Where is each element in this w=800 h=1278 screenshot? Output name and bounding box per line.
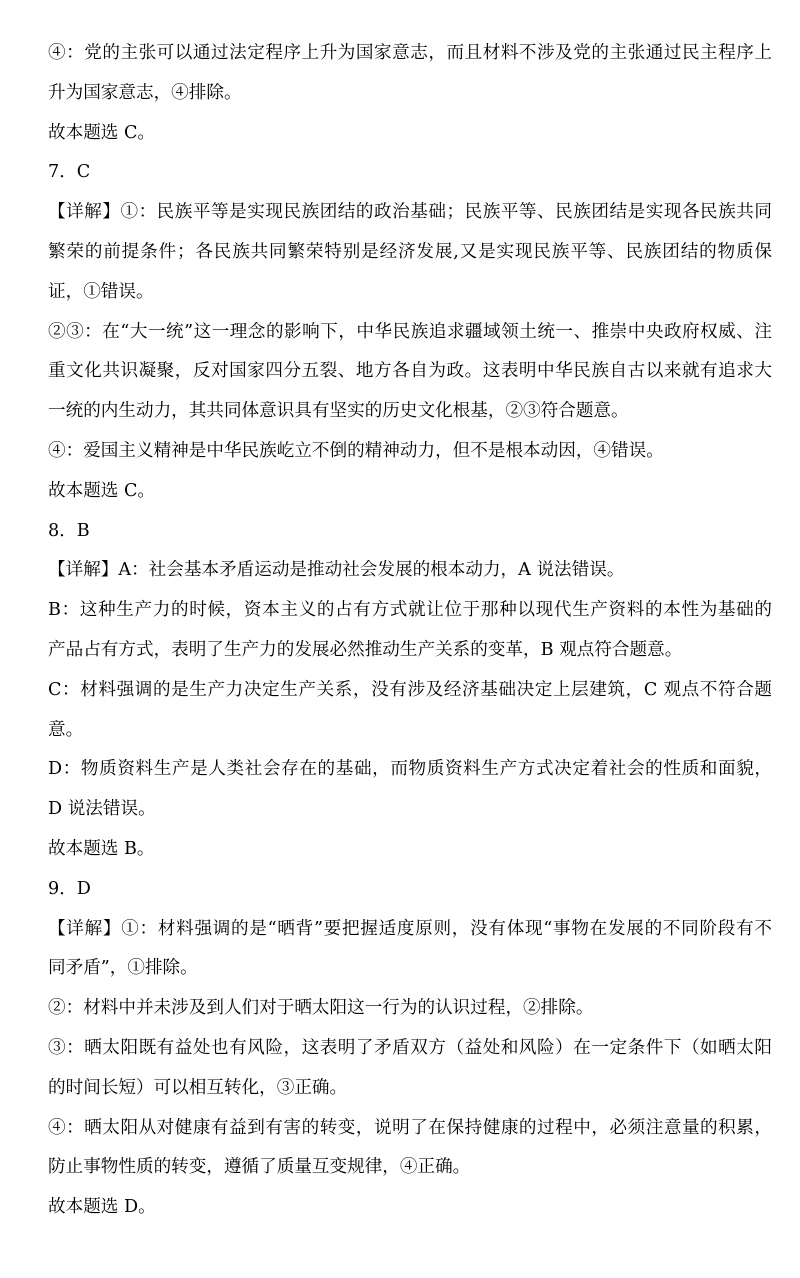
q8-detail-b-line1: B：这种生产力的时候，资本主义的占有方式就让位于那种以现代生产资料的本性为基础的 xyxy=(48,600,772,621)
q8-detail-d-line2: D 说法错误。 xyxy=(48,799,156,820)
q8-detail-d-line1: D：物质资料生产是人类社会存在的基础，而物质资料生产方式决定着社会的性质和面貌， xyxy=(48,759,772,780)
q7-point23-line3: 一统的内生动力，其共同体意识具有坚实的历史文化根基，②③符合题意。 xyxy=(48,401,629,422)
q7-point23-line1: ②③：在“大一统”这一理念的影响下，中华民族追求疆域领土统一、推崇中央政府权威、注 xyxy=(48,321,772,342)
q8-conclusion: 故本题选 B。 xyxy=(48,838,155,859)
q9-detail-1-line1: 【详解】①：材料强调的是“晒背”要把握适度原则，没有体现“事物在发展的不同阶段有不 xyxy=(48,918,772,939)
q9-detail-3-line2: 的时间长短）可以相互转化，③正确。 xyxy=(48,1077,348,1098)
q8-detail-c-line2: 意。 xyxy=(48,719,84,740)
q9-detail-2: ②：材料中并未涉及到人们对于晒太阳这一行为的认识过程，②排除。 xyxy=(48,998,594,1019)
q7-detail-line2: 繁荣的前提条件；各民族共同繁荣特别是经济发展,又是实现民族平等、民族团结的物质保 xyxy=(48,241,772,262)
q9-detail-1-line2: 同矛盾”，①排除。 xyxy=(48,958,198,979)
q9-detail-3-line1: ③：晒太阳既有益处也有风险，这表明了矛盾双方（益处和风险）在一定条件下（如晒太阳 xyxy=(48,1037,772,1058)
q6-point4-line2: 升为国家意志，④排除。 xyxy=(48,82,242,103)
q9-detail-4-line2: 防止事物性质的转变，遵循了质量互变规律，④正确。 xyxy=(48,1157,471,1178)
q9-answer: 9．D xyxy=(48,878,91,899)
q7-answer: 7．C xyxy=(48,162,91,183)
q8-detail-b-line2: 产品占有方式，表明了生产力的发展必然推动生产关系的变革，B 观点符合题意。 xyxy=(48,639,683,660)
q7-detail-line1: 【详解】①：民族平等是实现民族团结的政治基础；民族平等、民族团结是实现各民族共同 xyxy=(48,202,772,223)
q8-detail-c-line1: C：材料强调的是生产力决定生产关系，没有涉及经济基础决定上层建筑，C 观点不符合题 xyxy=(48,679,772,700)
q6-conclusion: 故本题选 C。 xyxy=(48,122,156,143)
q7-detail-line3: 证，①错误。 xyxy=(48,281,154,302)
q8-answer: 8．B xyxy=(48,520,90,541)
q8-detail-a: 【详解】A：社会基本矛盾运动是推动社会发展的根本动力，A 说法错误。 xyxy=(48,560,625,581)
q9-conclusion: 故本题选 D。 xyxy=(48,1197,156,1218)
q7-point4: ④：爱国主义精神是中华民族屹立不倒的精神动力，但不是根本动因，④错误。 xyxy=(48,440,664,461)
answer-explanation-document xyxy=(48,0,772,1228)
q7-point23-line2: 重文化共识凝聚，反对国家四分五裂、地方各自为政。这表明中华民族自古以来就有追求大 xyxy=(48,361,772,382)
q6-point4-line1: ④：党的主张可以通过法定程序上升为国家意志，而且材料不涉及党的主张通过民主程序上 xyxy=(48,43,772,63)
q7-conclusion: 故本题选 C。 xyxy=(48,480,156,501)
q9-detail-4-line1: ④：晒太阳从对健康有益到有害的转变，说明了在保持健康的过程中，必须注意量的积累， xyxy=(48,1117,772,1138)
